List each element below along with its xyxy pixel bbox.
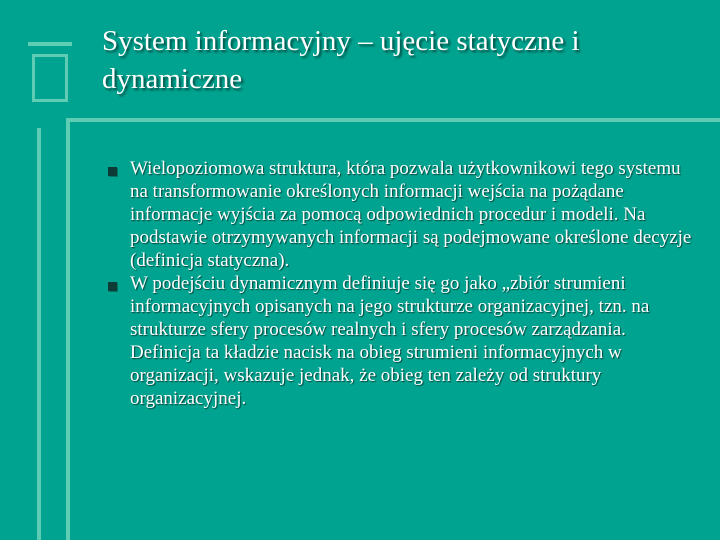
bullet-item: [108, 272, 698, 410]
square-bullet-icon: [108, 167, 117, 176]
bullet-list: [108, 157, 698, 410]
bullet-text: Wielopoziomowa struktura, która pozwala użytkownikowi tego systemu na transformowanie określonych informacji wejścia na pożądane informacje wyjścia za pomocą odpowiednich procedur i modeli. Na podstawie otrzymywanych informacji są podejmowane określone decyzje (definicja statyczna).: [130, 158, 692, 271]
bullet-text: W podejściu dynamicznym definiuje się go jako „zbiór strumieni informacyjnych opisanych na jego strukturze organizacyjnej, tzn. na strukturze sfery procesów realnych i sfery procesów zarządzania. Definicja ta kładzie nacisk na obieg strumieni informacyjnych w organizacji, wskazuje jednak, że obieg ten zależy od struktury organizacyjnej.: [130, 273, 650, 409]
decorative-vertical-line-right: [66, 118, 70, 540]
decorative-top-bar: [28, 42, 72, 46]
bullet-item: [108, 157, 698, 272]
square-bullet-icon: [108, 282, 117, 291]
decorative-vertical-line-left: [37, 128, 41, 540]
slide-title: System informacyjny – ujęcie statyczne i dynamiczne: [102, 25, 580, 95]
decorative-square-outline: [32, 54, 68, 102]
decorative-horizontal-line: [66, 118, 720, 122]
